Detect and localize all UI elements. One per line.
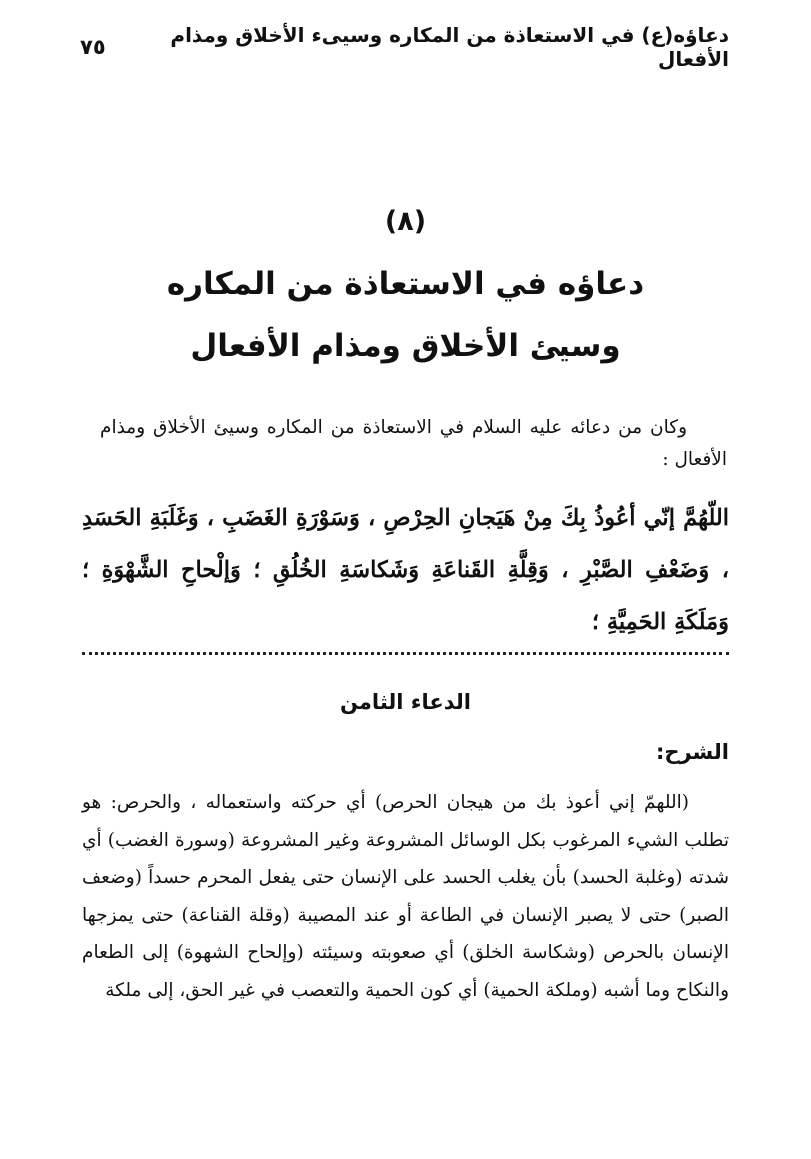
dotted-separator <box>82 652 729 655</box>
intro-paragraph: وكان من دعائه عليه السلام في الاستعاذة من المكاره وسيئ الأخلاق ومذام الأفعال : <box>100 417 727 470</box>
chapter-number: (٨) <box>384 206 427 237</box>
chapter-title-line2: وسيئ الأخلاق ومذام الأفعال <box>190 328 621 364</box>
page-header <box>80 23 729 71</box>
supplication-text: اللّهُمَّ إنّي أعُوذُ بِكَ مِنْ هَيَجانِ الحِرْصِ ، وَسَوْرَةِ الغَضَبِ ، وَغَلَبَةِ الحَسَدِ ، وَضَعْفِ الصَّبْرِ ، وَقِلَّةِ القَناعَةِ وَشَكاسَةِ الخُلُقِ ؛ وَإلْحاحِ الشَّهْوَةِ ؛ وَمَلَكَةِ الحَمِيَّةِ ؛ <box>82 505 729 635</box>
commentary-label: الشرح: <box>655 740 729 764</box>
running-title: دعاؤه(ع) في الاستعاذة من المكاره وسيىء الأخلاق ومذام الأفعال <box>170 23 729 71</box>
chapter-title-line1: دعاؤه في الاستعاذة من المكاره <box>166 266 645 302</box>
page-number: ٧٥ <box>80 35 106 59</box>
commentary-text: (اللهمّ إني أعوذ بك من هيجان الحرص) أي حركته واستعماله ، والحرص: هو تطلب الشيء المرغوب بكل الوسائل المشروعة وغير المشروعة (وسورة الغضب) أي شدته (وغلبة الحسد) بأن يغلب الحسد على الإنسان حتى يفعل المحرم حسداً (وضعف الصبر) حتى لا يصبر الإنسان في الطاعة أو عند المصيبة (وقلة القناعة) حتى يمزجها الإنسان بالحرص (وشكاسة الخلق) أي صعوبته وسيئته (وإلحاح الشهوة) إلى الطعام والنكاح وما أشبه (وملكة الحمية) أي كون الحمية والتعصب في غير الحق، إلى ملكة <box>82 792 729 1001</box>
section-heading: الدعاء الثامن <box>340 690 471 714</box>
